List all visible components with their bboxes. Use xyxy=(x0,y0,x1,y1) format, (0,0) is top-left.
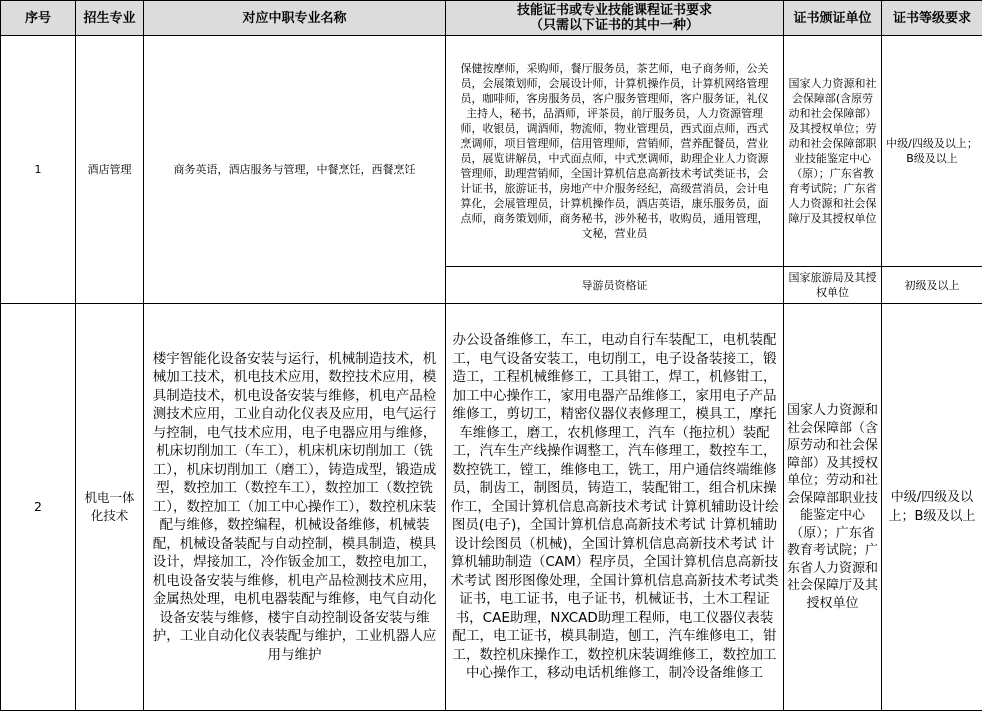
cell-issuer: 国家旅游局及其授权单位 xyxy=(784,267,882,304)
cell-level: 中级/四级及以上；B级及以上 xyxy=(882,304,982,711)
cell-seq: 1 xyxy=(1,36,76,304)
cell-certificates: 保健按摩师，采购师，餐厅服务员，茶艺师，电子商务师，公关员，会展策划师，会展设计师，计算机操作员，计算机网络管理员，咖啡师，客房服务员，客户服务管理师，客户服务证，礼仪主持人，秘书，品酒师，评茶员，前厅服务员，人力资源管理师，收银员，调酒师，物流师，物业管理员，西式面点师，西式烹调师，项目管理师，信用管理师，营销师，营养配餐员，营业员，展览讲解员，中式面点师，中式烹调师，助理企业人力资源管理师，助理营销师，全国计算机信息高新技术考试类证书，会计证书，旅游证书，房地产中介服务经纪，高级营消员，会计电算化，会展管理员，计算机操作员，酒店英语，康乐服务员，面点师，商务策划师，商务秘书，涉外秘书，收购员，通用管理，文秘，营业员 xyxy=(446,36,784,267)
cell-major: 酒店管理 xyxy=(76,36,144,304)
table-row xyxy=(1,36,982,267)
cell-certificates: 导游员资格证 xyxy=(446,267,784,304)
cell-issuer: 国家人力资源和社会保障部(含原劳动和社会保障部）及其授权单位；劳动和社会保障部职业技能鉴定中心（原）；广东省教育考试院；广东省人力资源和社会保障厅及其授权单位 xyxy=(784,36,882,267)
header-level: 证书等级要求 xyxy=(882,1,982,36)
header-major: 招生专业 xyxy=(76,1,144,36)
header-row xyxy=(1,1,982,36)
cell-level: 初级及以上 xyxy=(882,267,982,304)
cell-seq: 2 xyxy=(1,304,76,711)
header-seq: 序号 xyxy=(1,1,76,36)
cell-certificates: 办公设备维修工，车工，电动自行车装配工，电机装配工，电气设备安装工，电切削工，电子设备装接工，锻造工，工程机械维修工，工具钳工，焊工，机修钳工，加工中心操作工，家用电器产品维修工，家用电子产品维修工，剪切工，精密仪器仪表修理工，模具工，摩托车维修工，磨工，农机修理工，汽车（拖拉机）装配工，汽车生产线操作调整工，汽车修理工，数控车工，数控铣工，镗工，维修电工，铣工，用户通信终端维修员，制齿工，制图员，铸造工，装配钳工，组合机床操作工，全国计算机信息高新技术考试 计算机辅助设计绘图员(电子)，全国计算机信息高新技术考试 计算机辅助设计绘图员（机械)，全国计算机信息高新技术考试 计算机辅助制造（CAM）程序员，全国计算机信息高新技术考试 图形图像处理，全国计算机信息高新技术考试类证书，电工证书，电子证书，机械证书，土木工程证书，CAE助理，NXCAD助理工程师，电工仪器仪表装配工，电工证书，模具制造，刨工，汽车维修电工，钳工，数控机床操作工，数控机床装调维修工，数控加工中心操作工，移动电话机维修工，制冷设备维修工 xyxy=(446,304,784,711)
table-row xyxy=(1,304,982,711)
cell-issuer: 国家人力资源和社会保障部（含原劳动和社会保障部）及其授权单位；劳动和社会保障部职业技能鉴定中心（原）；广东省教育考试院；广东省人力资源和社会保障厅及其授权单位 xyxy=(784,304,882,711)
header-cert-line1: 技能证书或专业技能课程证书要求 xyxy=(516,3,712,18)
cell-major: 机电一体化技术 xyxy=(76,304,144,711)
header-vocational: 对应中职专业名称 xyxy=(144,1,446,36)
cell-level: 中级/四级及以上；B级及以上 xyxy=(882,36,982,267)
cell-vocational: 楼宇智能化设备安装与运行，机械制造技术，机械加工技术，机电技术应用，数控技术应用，模具制造技术，机电设备安装与维修，机电产品检测技术应用，工业自动化仪表及应用，电气运行与控制，电气技术应用，电子电器应用与维修，机床切削加工（车工），机床机床切削加工（铣工），机床切削加工（磨工），铸造成型，锻造成型，数控加工（数控车工），数控加工（数控铣工），数控加工（加工中心操作工），数控机床装配与维修，数控编程，机械设备维修，机械装配，机械设备装配与自动控制，模具制造，模具设计，焊接加工，冷作钣金加工，数控电加工，机电设备安装与维修，机电产品检测技术应用，金属热处理，电机电器装配与维修，电气自动化设备安装与维修，楼宇自动控制设备安装与维护，工业自动化仪表装配与维护，工业机器人应用与维护 xyxy=(144,304,446,711)
header-cert xyxy=(446,1,784,36)
header-cert-line2: （只需以下证书的其中一种） xyxy=(529,18,699,33)
cell-vocational: 商务英语，酒店服务与管理，中餐烹饪，西餐烹饪 xyxy=(144,36,446,304)
header-issuer: 证书颁证单位 xyxy=(784,1,882,36)
